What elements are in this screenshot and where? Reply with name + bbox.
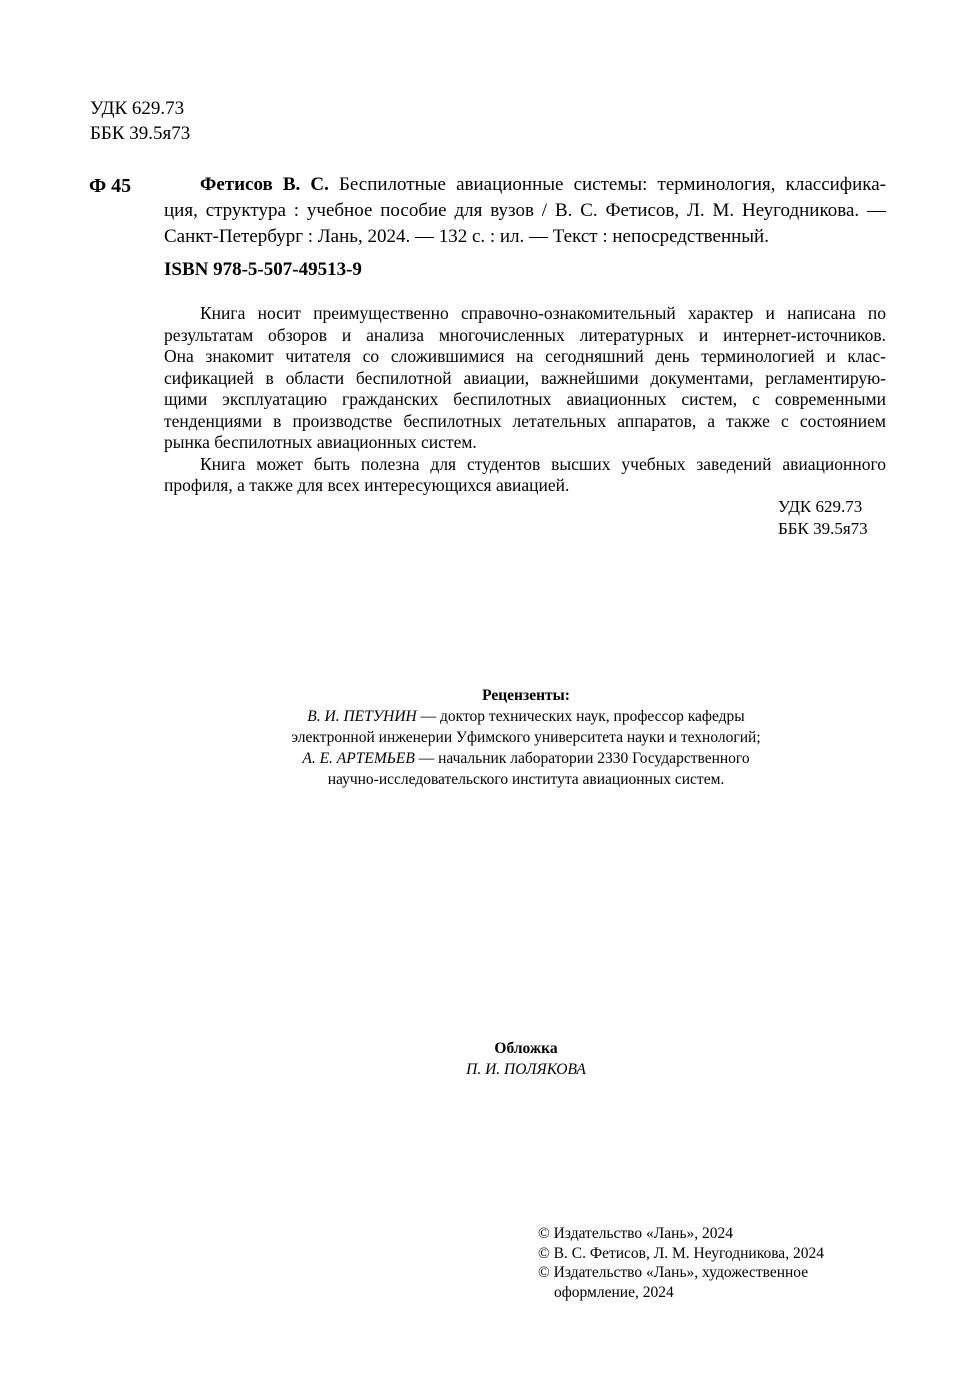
reviewer-2-title: — начальник лаборатории 2330 Государственного [414, 750, 750, 767]
annotation-line: тенденциями в производстве беспилотных летательных аппаратов, а также с состоянием [164, 410, 886, 431]
reviewers-heading: Рецензенты: [482, 687, 570, 704]
cover-designer: П. И. ПОЛЯКОВА [466, 1061, 586, 1078]
annotation-line: Она знакомит читателя со сложившимися на сегодняшний день терминологией и клас- [164, 346, 886, 366]
bbk-code: ББК 39.5я73 [90, 123, 191, 144]
biblio-line-2: ция, структура : учебное пособие для вузов / В. С. Фетисов, Л. М. Неугодникова. — [164, 200, 886, 221]
copyright-line: оформление, 2024 [554, 1283, 674, 1301]
author-name: Фетисов В. С. [200, 174, 329, 195]
udk-code: УДК 629.73 [778, 497, 863, 516]
bibliographic-entry [164, 172, 886, 250]
isbn: ISBN 978-5-507-49513-9 [164, 259, 362, 280]
reviewer-1-name: В. И. ПЕТУНИН [307, 708, 417, 725]
reviewer-2-line-1 [256, 748, 796, 769]
author-sign: Ф 45 [89, 175, 132, 197]
reviewer-2-line-2: научно-исследовательского института авиационных систем. [327, 771, 725, 788]
biblio-line-1 [164, 172, 886, 198]
copyright-block [538, 1224, 824, 1302]
annotation-line: рынка беспилотных авиационных систем. [164, 432, 477, 452]
biblio-title-start: Беспилотные авиационные системы: терминология, классифика- [328, 174, 886, 195]
annotation-line: результатам обзоров и анализа многочисленных литературных и интернет-источников. [164, 324, 886, 345]
udk-code: УДК 629.73 [90, 98, 185, 119]
copyright-line: © Издательство «Лань», художественное [538, 1264, 809, 1281]
annotation-line: профиля, а также для всех интересующихся авиацией. [164, 475, 570, 495]
reviewer-1-line-1 [256, 706, 796, 727]
annotation-line: Книга может быть полезна для студентов высших учебных заведений авиационного [200, 453, 886, 474]
annotation-line: Книга носит преимущественно справочно-ознакомительный характер и написана по [200, 303, 886, 323]
annotation-line: щими эксплуатацию гражданских беспилотных авиационных систем, с современными [164, 389, 886, 409]
annotation-line: сификацией в области беспилотной авиации, важнейшими документами, регламентирую- [164, 367, 886, 388]
cover-heading: Обложка [494, 1040, 558, 1057]
reviewer-1-line-2: электронной инженерии Уфимского университета науки и технологий; [291, 729, 761, 746]
biblio-line-3: Санкт-Петербург : Лань, 2024. — 132 с. : ил. — Текст : непосредственный. [164, 226, 769, 247]
annotation [164, 303, 886, 497]
bbk-code: ББК 39.5я73 [778, 518, 868, 538]
bottom-classification-codes [778, 496, 868, 539]
reviewers-block [256, 685, 796, 790]
copyright-line: © В. С. Фетисов, Л. М. Неугодникова, 2024 [538, 1244, 824, 1262]
top-classification-codes [90, 96, 190, 146]
reviewer-1-title: — доктор технических наук, профессор кафедры [416, 708, 745, 725]
cover-credit [406, 1038, 646, 1080]
reviewer-2-name: А. Е. АРТЕМЬЕВ [302, 750, 415, 767]
copyright-line: © Издательство «Лань», 2024 [538, 1225, 734, 1242]
